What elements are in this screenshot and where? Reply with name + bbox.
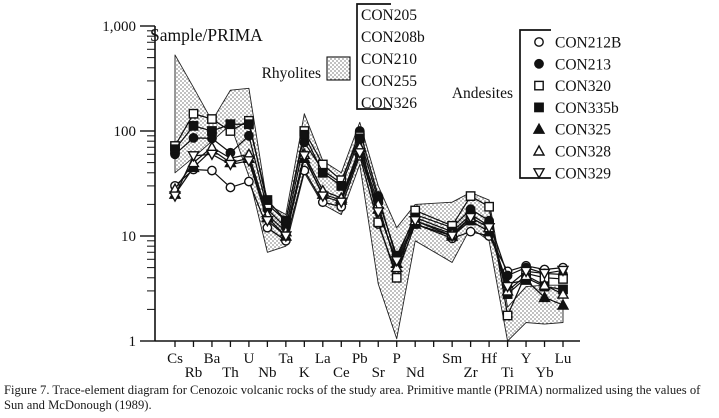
marker	[319, 169, 327, 177]
legend-item-CON213: CON213	[555, 56, 611, 74]
x-tick-label-Pb: Pb	[351, 351, 368, 367]
marker	[466, 227, 474, 235]
rhyolite-sample-CON205: CON205	[361, 7, 417, 24]
x-tick-label-Nd: Nd	[406, 365, 425, 381]
x-tick-label-Sr: Sr	[371, 365, 385, 381]
x-tick-label-P: P	[392, 351, 401, 367]
legend-item-CON329: CON329	[555, 165, 611, 183]
marker	[503, 311, 511, 319]
marker	[208, 115, 216, 123]
marker	[245, 177, 253, 185]
x-tick-label-Zr: Zr	[463, 365, 478, 381]
marker	[226, 120, 234, 128]
x-tick-label-Nb: Nb	[258, 365, 277, 381]
x-tick-label-Th: Th	[222, 365, 239, 381]
x-tick-label-Sm: Sm	[442, 351, 463, 367]
legend-rhyolites	[262, 4, 425, 112]
rhyolite-sample-CON208b: CON208b	[361, 29, 425, 46]
marker	[189, 134, 197, 142]
y-tick-label-10: 10	[121, 229, 136, 245]
legend-item-CON212B: CON212B	[555, 34, 622, 52]
x-tick-label-Ce: Ce	[332, 365, 350, 381]
marker	[171, 145, 179, 153]
legend-item-CON335b: CON335b	[555, 99, 619, 117]
marker	[466, 192, 474, 200]
marker	[393, 274, 401, 282]
y-tick-label-100: 100	[113, 124, 136, 140]
x-tick-label-K: K	[298, 365, 310, 381]
x-tick-label-Ti: Ti	[501, 365, 514, 381]
x-tick-label-La: La	[314, 351, 331, 367]
x-tick-label-Yb: Yb	[535, 365, 554, 381]
x-tick-label-Y: Y	[520, 351, 532, 367]
marker	[245, 120, 253, 128]
marker	[534, 124, 544, 133]
rhyolite-sample-CON210: CON210	[361, 51, 417, 68]
x-tick-label-Ta: Ta	[278, 351, 294, 367]
legend-item-CON325: CON325	[555, 121, 611, 139]
marker	[189, 122, 197, 130]
marker	[208, 127, 216, 135]
marker	[534, 146, 544, 155]
marker	[208, 166, 216, 174]
marker	[535, 103, 543, 111]
legend-andesites	[452, 30, 621, 182]
marker	[300, 131, 308, 139]
x-tick-label-Lu: Lu	[554, 351, 572, 367]
marker	[534, 169, 544, 178]
rhyolites-swatch	[327, 57, 350, 80]
rhyolites-label: Rhyolites	[261, 65, 321, 82]
y-tick-label-1000: 1,000	[102, 19, 136, 35]
legend-item-CON320: CON320	[555, 78, 611, 96]
marker	[535, 38, 543, 46]
y-tick-label-1: 1	[128, 334, 136, 350]
chart-title: Sample/PRIMA	[150, 25, 263, 45]
x-tick-label-Hf: Hf	[481, 351, 498, 367]
figure-caption: Figure 7. Trace-element diagram for Cenozoic volcanic rocks of the study area. Primitive mantle (PRIMA) normalized using the values of Sun and McDonough (1989).	[4, 383, 701, 413]
rhyolite-sample-CON326: CON326	[361, 95, 417, 112]
x-tick-label-Rb: Rb	[184, 365, 203, 381]
marker	[535, 60, 543, 68]
legend-item-CON328: CON328	[555, 143, 611, 161]
x-tick-label-U: U	[243, 351, 255, 367]
marker	[485, 203, 493, 211]
marker	[535, 81, 543, 89]
marker	[226, 183, 234, 191]
x-tick-label-Cs: Cs	[167, 351, 183, 367]
marker	[189, 110, 197, 118]
rhyolite-sample-CON255: CON255	[361, 73, 417, 90]
x-tick-label-Ba: Ba	[203, 351, 221, 367]
andesites-label: Andesites	[451, 85, 513, 102]
